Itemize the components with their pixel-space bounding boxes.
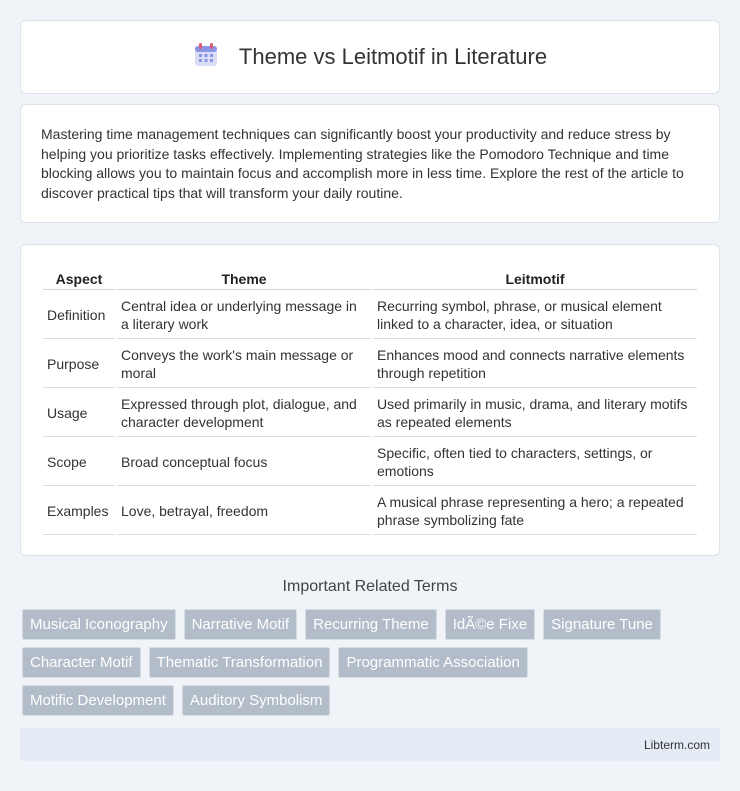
comparison-table [41,265,699,537]
theme-cell: Expressed through plot, dialogue, and character development [117,390,371,437]
column-header: Theme [117,267,371,290]
aspect-cell: Usage [43,390,115,437]
tag-row [22,685,722,716]
tag-row [22,609,722,640]
related-terms-title: Important Related Terms [282,578,458,595]
table-header-row [43,267,697,290]
tag-narrative-motif[interactable]: Narrative Motif [184,609,298,640]
aspect-cell: Definition [43,292,115,339]
leitmotif-cell: Recurring symbol, phrase, or musical element linked to a character, idea, or situation [373,292,697,339]
tag-auditory-symbolism[interactable]: Auditory Symbolism [182,685,331,716]
theme-cell: Central idea or underlying message in a literary work [117,292,371,339]
intro-card [20,104,720,223]
tag-thematic-transformation[interactable]: Thematic Transformation [149,647,331,678]
related-terms-list [22,609,722,723]
tag-idee-fixe[interactable]: IdÃ©e Fixe [445,609,535,640]
aspect-cell: Examples [43,488,115,535]
theme-cell: Conveys the work's main message or moral [117,341,371,388]
table-row [43,439,697,486]
tag-character-motif[interactable]: Character Motif [22,647,141,678]
leitmotif-cell: Enhances mood and connects narrative elements through repetition [373,341,697,388]
leitmotif-cell: A musical phrase representing a hero; a repeated phrase symbolizing fate [373,488,697,535]
aspect-cell: Scope [43,439,115,486]
tag-recurring-theme[interactable]: Recurring Theme [305,609,437,640]
tag-programmatic-association[interactable]: Programmatic Association [338,647,527,678]
intro-text: Mastering time management techniques can significantly boost your productivity and reduce stress by helping you prioritize tasks effectively. Implementing strategies like the Pomodoro Technique and time blocking allows you to maintain focus and accomplish more in less time. Explore the rest of the article to discover practical tips that will transform your daily routine. [41,126,684,201]
aspect-cell: Purpose [43,341,115,388]
header-card [20,20,720,94]
leitmotif-cell: Used primarily in music, drama, and literary motifs as repeated elements [373,390,697,437]
tag-musical-iconography[interactable]: Musical Iconography [22,609,176,640]
tag-signature-tune[interactable]: Signature Tune [543,609,661,640]
column-header: Leitmotif [373,267,697,290]
tag-motific-development[interactable]: Motific Development [22,685,174,716]
title-wrap [193,42,547,73]
table-row [43,390,697,437]
theme-cell: Broad conceptual focus [117,439,371,486]
comparison-card [20,244,720,556]
footer [20,728,720,761]
page-title: Theme vs Leitmotif in Literature [238,44,548,69]
calendar-icon [193,42,219,73]
table-row [43,341,697,388]
table-row [43,292,697,339]
table-row [43,488,697,535]
tag-row [22,647,722,678]
footer-site-link[interactable]: Libterm.com [643,737,710,752]
theme-cell: Love, betrayal, freedom [117,488,371,535]
column-header: Aspect [43,267,115,290]
leitmotif-cell: Specific, often tied to characters, settings, or emotions [373,439,697,486]
